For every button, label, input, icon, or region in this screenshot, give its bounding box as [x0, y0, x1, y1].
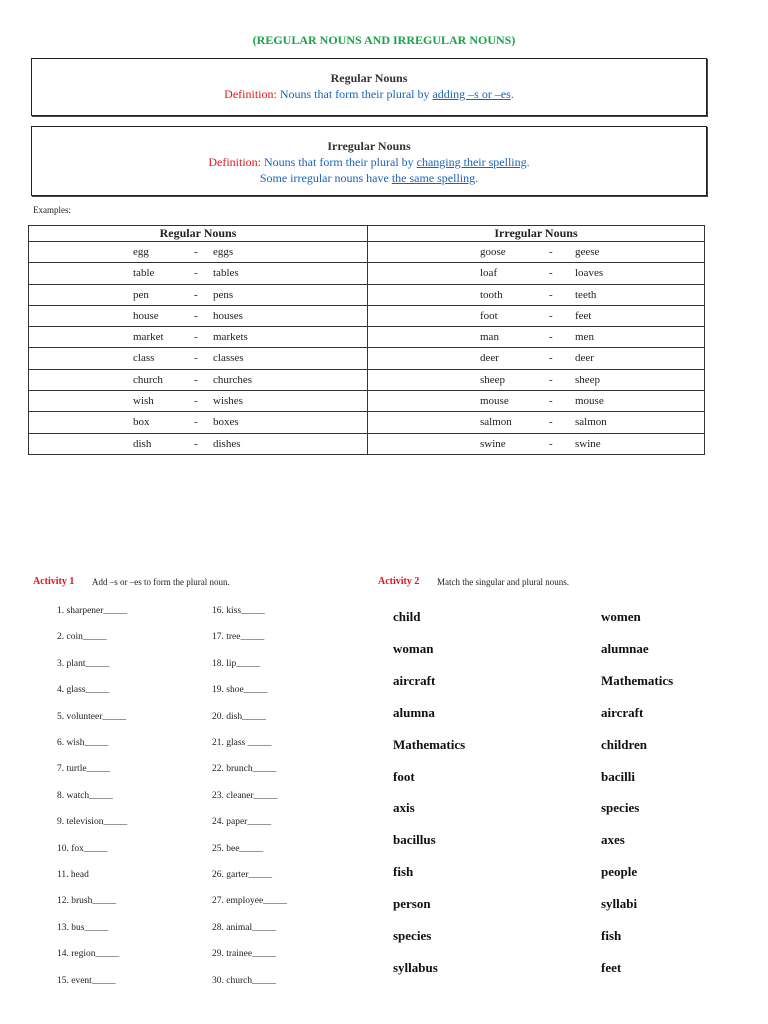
note-link[interactable]: the same spelling — [391, 171, 476, 185]
irregular-noun-cell — [368, 242, 705, 263]
regular-noun-cell — [29, 284, 368, 305]
activity-1-item[interactable]: 8. watch_____ — [57, 790, 113, 801]
regular-plural: classes — [213, 352, 244, 365]
table-row — [29, 433, 705, 454]
activity-1-item[interactable]: 30. church_____ — [212, 975, 276, 986]
activity-1-item[interactable]: 18. lip_____ — [212, 658, 261, 669]
regular-noun-cell — [29, 391, 368, 412]
activity-1-item[interactable]: 14. region_____ — [57, 949, 120, 960]
regular-noun-cell — [29, 412, 368, 433]
dash: - — [549, 395, 553, 408]
dash: - — [549, 288, 553, 301]
regular-singular: box — [133, 416, 150, 429]
regular-plural: markets — [213, 331, 248, 344]
regular-singular: market — [133, 331, 164, 344]
irregular-plural: loaves — [575, 267, 604, 280]
activity-1-item[interactable]: 29. trainee_____ — [212, 949, 276, 960]
table-row — [29, 391, 705, 412]
dash: - — [194, 373, 198, 386]
regular-nouns-definition-box — [31, 58, 707, 116]
activity-2-singular-word[interactable]: fish — [393, 864, 414, 880]
activity-1-item[interactable]: 10. fox_____ — [57, 843, 108, 854]
dash: - — [549, 267, 553, 280]
irregular-singular: man — [480, 331, 499, 344]
irregular-noun-cell — [368, 433, 705, 454]
irregular-plural: mouse — [575, 395, 604, 408]
table-row — [29, 369, 705, 390]
definition-end: . — [526, 155, 530, 169]
definition-text: Nouns that form their plural by — [261, 155, 417, 169]
regular-singular: pen — [133, 288, 149, 301]
activity-1-item[interactable]: 26. garter_____ — [212, 870, 273, 880]
activity-2-singular-word[interactable]: bacillus — [393, 832, 436, 848]
activity-2-singular-word[interactable]: aircraft — [393, 672, 436, 688]
regular-plural: tables — [213, 267, 239, 280]
table-row — [29, 305, 705, 326]
regular-singular: class — [133, 352, 155, 365]
activity-1-item[interactable]: 25. bee_____ — [212, 843, 264, 854]
activity-2-singular-word[interactable]: alumna — [393, 704, 435, 720]
activity-1-item[interactable]: 20. dish_____ — [212, 711, 266, 722]
irregular-plural: sheep — [575, 373, 601, 386]
activity-1-item[interactable]: 27. employee_____ — [212, 896, 287, 907]
regular-singular: house — [133, 309, 159, 322]
dash: - — [194, 352, 198, 365]
definition-text: Nouns that form their plural by — [276, 87, 433, 101]
table-row — [29, 412, 705, 433]
irregular-singular: deer — [480, 352, 499, 365]
activity-2-singular-word[interactable]: foot — [393, 768, 415, 784]
worksheet-title: (REGULAR NOUNS AND IRREGULAR NOUNS) — [252, 33, 516, 47]
dash: - — [549, 352, 553, 365]
activity-1-item[interactable]: 12. brush_____ — [57, 896, 117, 907]
activity-2-plural-word[interactable]: Mathematics — [601, 672, 674, 688]
dash: - — [549, 246, 553, 258]
dash: - — [549, 309, 553, 322]
activity-1-item[interactable]: 16. kiss_____ — [212, 606, 265, 616]
activity-1-item[interactable]: 4. glass_____ — [57, 685, 110, 696]
activity-1-item[interactable]: 3. plant_____ — [57, 658, 110, 669]
regular-singular: wish — [133, 395, 154, 408]
activity-2-plural-word[interactable]: feet — [601, 959, 622, 975]
activity-2-singular-word[interactable]: woman — [393, 640, 434, 656]
irregular-noun-cell — [368, 391, 705, 412]
table-row — [29, 263, 705, 284]
activity-1-item[interactable]: 6. wish_____ — [57, 738, 109, 748]
irregular-singular: swine — [480, 437, 506, 450]
dash: - — [194, 395, 198, 408]
dash: - — [194, 437, 198, 450]
irregular-nouns-definition-box — [31, 126, 707, 196]
dash: - — [194, 288, 198, 301]
activity-1-instruction: Add –s or –es to form the plural noun. — [92, 577, 230, 587]
regular-nouns-column-header: Regular Nouns — [29, 226, 368, 242]
dash: - — [194, 416, 198, 429]
activity-1-label: Activity 1 — [33, 576, 75, 587]
activity-2-singular-word[interactable]: syllabus — [393, 959, 438, 975]
activity-2-singular-word[interactable]: person — [393, 896, 431, 912]
activity-1-item[interactable]: 23. cleaner_____ — [212, 790, 278, 801]
regular-singular: dish — [133, 437, 152, 450]
regular-noun-cell — [29, 263, 368, 284]
activity-2-plural-word[interactable]: people — [601, 864, 638, 880]
definition-end: . — [510, 87, 514, 101]
activity-1-item[interactable]: 7. turtle_____ — [57, 764, 111, 775]
table-header-row — [29, 226, 705, 242]
irregular-plural: teeth — [575, 288, 597, 301]
dash: - — [194, 267, 198, 280]
definition-label: Definition: — [224, 87, 277, 101]
irregular-singular: foot — [480, 309, 498, 322]
irregular-noun-cell — [368, 348, 705, 369]
regular-plural: boxes — [213, 416, 239, 429]
regular-nouns-definition — [32, 86, 706, 102]
irregular-plural: geese — [575, 246, 600, 258]
dash: - — [194, 246, 198, 258]
regular-noun-cell — [29, 369, 368, 390]
irregular-plural: men — [575, 331, 594, 344]
regular-plural: pens — [213, 288, 234, 301]
definition-link[interactable]: adding –s or –es — [432, 87, 511, 101]
irregular-noun-cell — [368, 369, 705, 390]
activity-2-plural-word[interactable]: fish — [601, 928, 622, 943]
activity-1-item[interactable]: 22. brunch_____ — [212, 764, 277, 775]
activity-1-item[interactable]: 13. bus_____ — [57, 922, 109, 933]
irregular-noun-cell — [368, 263, 705, 284]
regular-plural: houses — [213, 309, 243, 322]
dash: - — [194, 331, 198, 344]
regular-singular: table — [133, 267, 155, 280]
regular-noun-cell — [29, 433, 368, 454]
activity-2-singular-word[interactable]: child — [393, 609, 421, 624]
irregular-nouns-heading: Irregular Nouns — [327, 139, 411, 153]
activity-2-plural-word[interactable]: women — [601, 609, 641, 624]
activity-2-plural-word[interactable]: alumnae — [601, 640, 649, 656]
regular-noun-cell — [29, 327, 368, 348]
activity-2-plural-word[interactable]: children — [601, 736, 647, 752]
activity-2-plural-word[interactable]: bacilli — [601, 768, 635, 784]
irregular-noun-cell — [368, 327, 705, 348]
irregular-plural: swine — [575, 437, 601, 450]
activity-2-label: Activity 2 — [378, 576, 420, 587]
activity-1-item[interactable]: 15. event_____ — [57, 975, 116, 986]
irregular-noun-cell — [368, 305, 705, 326]
activity-1-item[interactable]: 24. paper_____ — [212, 817, 272, 828]
regular-singular: egg — [133, 246, 149, 258]
irregular-nouns-column-header: Irregular Nouns — [368, 226, 705, 242]
irregular-noun-cell — [368, 412, 705, 433]
regular-nouns-heading: Regular Nouns — [330, 71, 408, 85]
regular-plural: eggs — [213, 246, 234, 258]
activity-2-singular-word[interactable]: axis — [393, 800, 415, 816]
irregular-plural: deer — [575, 352, 594, 365]
regular-noun-cell — [29, 348, 368, 369]
activity-2-instruction: Match the singular and plural nouns. — [437, 577, 569, 587]
irregular-singular: tooth — [480, 288, 503, 301]
dash: - — [549, 416, 553, 429]
activity-1-item[interactable]: 19. shoe_____ — [212, 685, 268, 696]
activity-1-item[interactable]: 2. coin_____ — [57, 632, 107, 643]
irregular-singular: goose — [480, 246, 506, 258]
note-end: . — [475, 171, 479, 185]
activity-2-singular-word[interactable]: species — [393, 928, 432, 943]
regular-noun-cell — [29, 242, 368, 263]
irregular-singular: sheep — [480, 373, 506, 386]
table-row — [29, 348, 705, 369]
regular-plural: churches — [213, 373, 253, 386]
regular-plural: dishes — [213, 437, 241, 450]
activity-1-item[interactable]: 17. tree_____ — [212, 632, 265, 643]
dash: - — [194, 309, 198, 322]
activity-2-plural-word[interactable]: syllabi — [601, 896, 638, 912]
definition-link[interactable]: changing their spelling — [416, 155, 527, 169]
activity-2-singular-word[interactable]: Mathematics — [393, 736, 466, 752]
activity-1-item[interactable]: 1. sharpener_____ — [57, 606, 128, 616]
dash: - — [549, 331, 553, 344]
irregular-nouns-definition — [32, 154, 706, 170]
examples-table — [28, 225, 705, 455]
note-text: Some irregular nouns have — [259, 171, 392, 185]
activity-2-plural-word[interactable]: species — [601, 800, 640, 816]
regular-singular: church — [133, 373, 163, 386]
table-row — [29, 284, 705, 305]
definition-label: Definition: — [208, 155, 262, 169]
activity-2-plural-word[interactable]: axes — [601, 832, 625, 848]
irregular-nouns-note — [32, 170, 706, 186]
table-row — [29, 327, 705, 348]
dash: - — [549, 437, 553, 450]
irregular-singular: salmon — [480, 416, 512, 429]
activity-1-item[interactable]: 5. volunteer_____ — [57, 711, 127, 722]
dash: - — [549, 373, 553, 386]
activity-2-plural-word[interactable]: aircraft — [601, 704, 644, 720]
examples-label: Examples: — [33, 205, 71, 215]
activity-1-item[interactable]: 28. animal_____ — [212, 922, 276, 933]
regular-plural: wishes — [213, 395, 243, 408]
irregular-singular: loaf — [480, 267, 498, 280]
activity-1-item[interactable]: 11. head — [57, 870, 89, 880]
activity-1-item[interactable]: 9. television_____ — [57, 817, 128, 828]
activity-1-item[interactable]: 21. glass _____ — [212, 738, 272, 748]
irregular-noun-cell — [368, 284, 705, 305]
irregular-plural: salmon — [575, 416, 607, 429]
irregular-singular: mouse — [480, 395, 509, 408]
regular-noun-cell — [29, 305, 368, 326]
table-row — [29, 242, 705, 263]
irregular-plural: feet — [575, 309, 592, 322]
